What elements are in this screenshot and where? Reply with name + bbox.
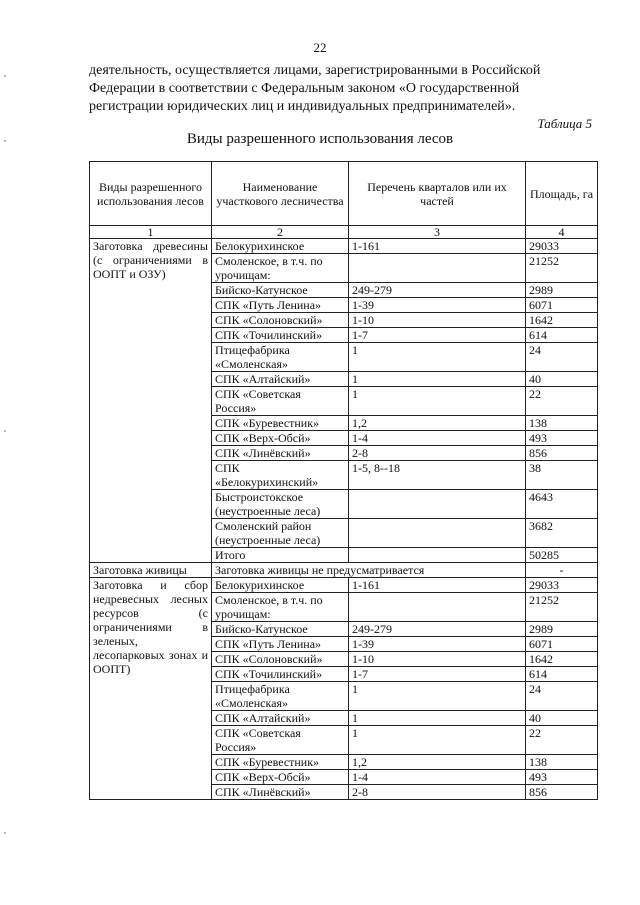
column-number-row: [90, 226, 598, 239]
forestry-cell: Птицефабрика «Смоленская»: [212, 682, 349, 711]
table-row: [90, 578, 598, 593]
forestry-cell: СПК «Путь Ленина»: [212, 298, 349, 313]
forestry-cell: Смоленское, в т.ч. по урочищам:: [212, 593, 349, 622]
quarters-cell: 1-10: [349, 652, 526, 667]
column-number: 1: [90, 226, 212, 239]
quarters-cell: [349, 548, 526, 563]
area-cell: 1642: [526, 652, 598, 667]
intro-line: деятельность, осуществляется лицами, зарегистрированными в Российской: [89, 63, 541, 78]
forestry-cell: Смоленское, в т.ч. по урочищам:: [212, 254, 349, 283]
forestry-cell: Белокурихинское: [212, 578, 349, 593]
quarters-cell: 1-161: [349, 239, 526, 254]
quarters-cell: 1: [349, 682, 526, 711]
forestry-cell: Бийско-Катунское: [212, 622, 349, 637]
quarters-cell: 249-279: [349, 283, 526, 298]
forestry-cell: СПК «Верх-Обсй»: [212, 431, 349, 446]
column-number: 2: [212, 226, 349, 239]
forestry-cell: СПК «Буревестник»: [212, 416, 349, 431]
note-cell: Заготовка живицы не предусматривается: [212, 563, 526, 578]
header-cell-forestry: Наименование участкового лесничества: [212, 162, 349, 226]
area-cell: 50285: [526, 548, 598, 563]
area-cell: 138: [526, 416, 598, 431]
forestry-cell: Быстроистокское (неустроенные леса): [212, 490, 349, 519]
quarters-cell: 1-39: [349, 298, 526, 313]
area-cell: 21252: [526, 593, 598, 622]
use-type-cell: Заготовка древесины (с ограничениями в ООПТ и ОЗУ): [90, 239, 212, 563]
intro-line: Федерации в соответствии с Федеральным законом «О государственной: [89, 81, 520, 96]
margin-mark: [4, 75, 6, 77]
forestry-cell: СПК «Точилинский»: [212, 667, 349, 682]
page-number: 22: [313, 40, 327, 55]
forestry-cell: Смоленский район (неустроенные леса): [212, 519, 349, 548]
forestry-cell: СПК «Алтайский»: [212, 711, 349, 726]
forestry-cell: СПК «Точилинский»: [212, 328, 349, 343]
table-title: Виды разрешенного использования лесов: [186, 131, 454, 147]
forestry-cell: СПК «Алтайский»: [212, 372, 349, 387]
quarters-cell: 1,2: [349, 755, 526, 770]
area-cell: 38: [526, 461, 598, 490]
area-cell: 493: [526, 431, 598, 446]
area-cell: 24: [526, 343, 598, 372]
area-cell: 22: [526, 726, 598, 755]
quarters-cell: 1-10: [349, 313, 526, 328]
forestry-cell: СПК «Солоновский»: [212, 313, 349, 328]
quarters-cell: 2-8: [349, 446, 526, 461]
use-type-cell: Заготовка живицы: [90, 563, 212, 578]
area-cell: 2989: [526, 283, 598, 298]
area-cell: 1642: [526, 313, 598, 328]
quarters-cell: 1-7: [349, 667, 526, 682]
use-type-cell: Заготовка и сбор недревесных лесных ресурсов (с ограничениями в зеленых, лесопарковых зонах и ООПТ): [90, 578, 212, 800]
area-cell: 29033: [526, 578, 598, 593]
area-cell: 40: [526, 372, 598, 387]
area-cell: 6071: [526, 298, 598, 313]
area-cell: 614: [526, 667, 598, 682]
quarters-cell: 2-8: [349, 785, 526, 800]
forestry-cell: СПК «Советская Россия»: [212, 387, 349, 416]
forestry-cell: Птицефабрика «Смоленская»: [212, 343, 349, 372]
area-cell: 493: [526, 770, 598, 785]
quarters-cell: 1,2: [349, 416, 526, 431]
area-cell: 138: [526, 755, 598, 770]
quarters-cell: [349, 593, 526, 622]
quarters-cell: 1-4: [349, 431, 526, 446]
column-number: 3: [349, 226, 526, 239]
quarters-cell: 1: [349, 387, 526, 416]
quarters-cell: 1: [349, 726, 526, 755]
quarters-cell: 1-39: [349, 637, 526, 652]
area-cell: 3682: [526, 519, 598, 548]
quarters-cell: 1-161: [349, 578, 526, 593]
intro-line: регистрации юридических лиц и индивидуальных предпринимателей».: [89, 99, 516, 114]
forestry-cell: СПК «Советская Россия»: [212, 726, 349, 755]
table-caption: Таблица 5: [537, 116, 592, 131]
table-row: [90, 239, 598, 254]
area-cell: 24: [526, 682, 598, 711]
area-cell: 856: [526, 785, 598, 800]
area-cell: 4643: [526, 490, 598, 519]
quarters-cell: 1: [349, 372, 526, 387]
forestry-cell: СПК «Белокурихинский»: [212, 461, 349, 490]
forestry-cell: СПК «Линёвский»: [212, 446, 349, 461]
area-cell: -: [526, 563, 598, 578]
forest-use-table: [89, 161, 598, 800]
area-cell: 22: [526, 387, 598, 416]
header-cell-area: Площадь, га: [526, 162, 598, 226]
quarters-cell: 1-5, 8--18: [349, 461, 526, 490]
area-cell: 40: [526, 711, 598, 726]
forestry-cell: Бийско-Катунское: [212, 283, 349, 298]
header-row: [90, 162, 598, 226]
quarters-cell: 249-279: [349, 622, 526, 637]
quarters-cell: 1: [349, 711, 526, 726]
quarters-cell: 1: [349, 343, 526, 372]
margin-mark: [4, 832, 6, 834]
forestry-cell: СПК «Буревестник»: [212, 755, 349, 770]
column-number: 4: [526, 226, 598, 239]
intro-paragraph: [89, 62, 593, 116]
area-cell: 856: [526, 446, 598, 461]
area-cell: 2989: [526, 622, 598, 637]
forestry-cell: СПК «Верх-Обсй»: [212, 770, 349, 785]
forestry-cell: СПК «Солоновский»: [212, 652, 349, 667]
area-cell: 6071: [526, 637, 598, 652]
margin-mark: [4, 140, 6, 142]
table-body: [90, 239, 598, 800]
quarters-cell: 1-7: [349, 328, 526, 343]
quarters-cell: [349, 254, 526, 283]
forestry-cell: СПК «Линёвский»: [212, 785, 349, 800]
header-cell-quarters: Перечень кварталов или их частей: [349, 162, 526, 226]
forestry-cell: Итого: [212, 548, 349, 563]
forestry-cell: СПК «Путь Ленина»: [212, 637, 349, 652]
table-row: [90, 563, 598, 578]
forestry-cell: Белокурихинское: [212, 239, 349, 254]
margin-mark: [4, 430, 6, 432]
quarters-cell: 1-4: [349, 770, 526, 785]
quarters-cell: [349, 519, 526, 548]
area-cell: 29033: [526, 239, 598, 254]
area-cell: 614: [526, 328, 598, 343]
header-cell-use-type: Виды разрешенного использования лесов: [90, 162, 212, 226]
quarters-cell: [349, 490, 526, 519]
area-cell: 21252: [526, 254, 598, 283]
